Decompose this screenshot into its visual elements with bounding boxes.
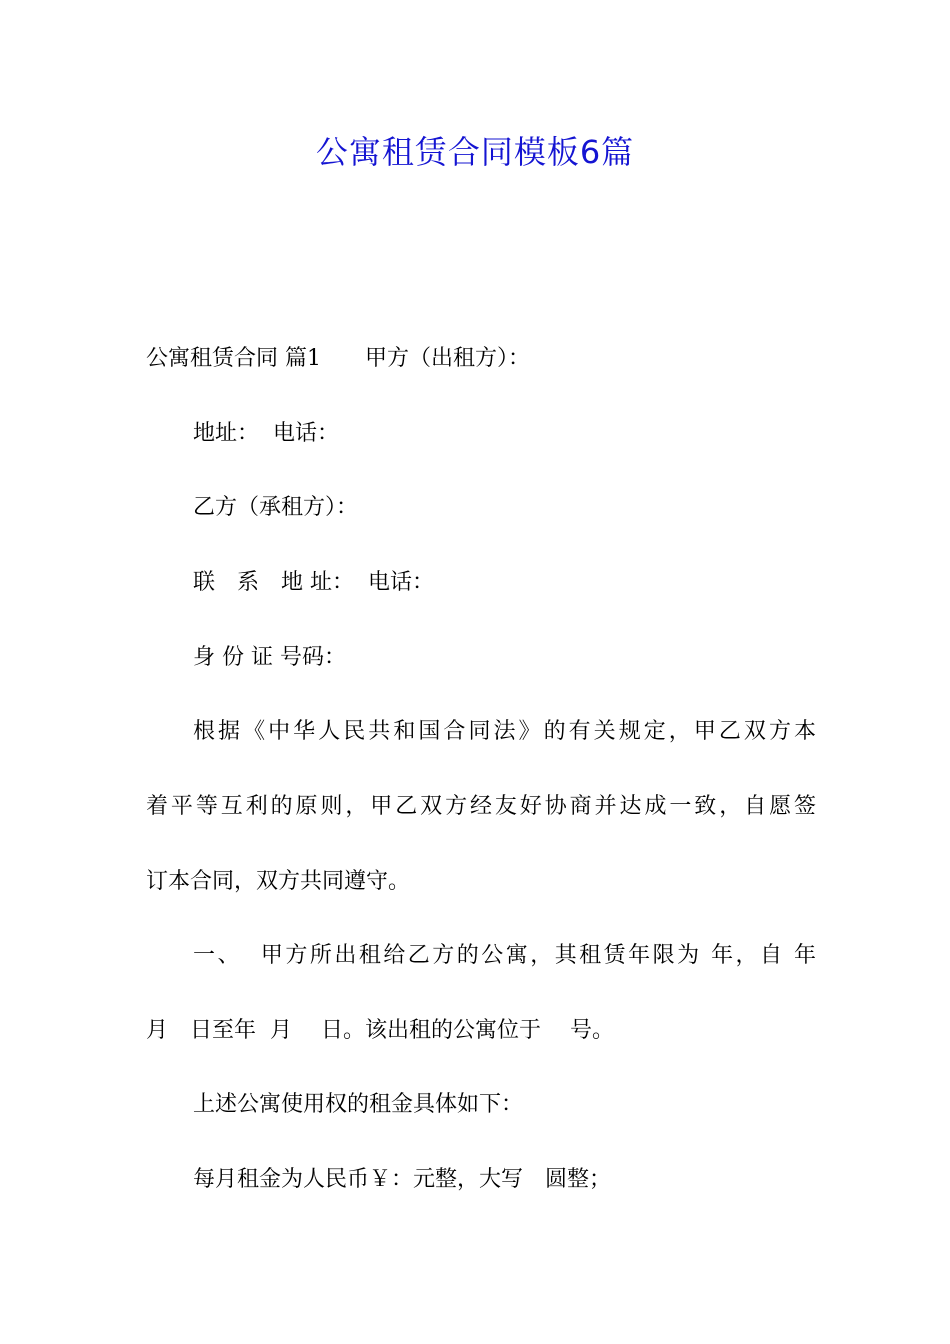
party-a-address-line: 地址： 电话： xyxy=(193,421,339,446)
paragraph-line: 根据《中华人民共和国合同法》的有关规定，甲乙双方本 xyxy=(193,719,816,744)
contract-heading-line: 公寓租赁合同 篇1 甲方（出租方）： xyxy=(146,346,530,371)
id-number-line: 身 份 证 号码： xyxy=(193,645,346,670)
monthly-rent-line: 每月租金为人民币￥：元整，大写 圆整； xyxy=(193,1167,612,1192)
paragraph-line: 着平等互利的原则，甲乙双方经友好协商并达成一致，自愿签 xyxy=(146,794,816,819)
clause-one-line: 一、 甲方所出租给乙方的公寓，其租赁年限为 年，自 年 xyxy=(193,943,816,968)
paragraph-line: 订本合同，双方共同遵守。 xyxy=(146,869,411,894)
rent-intro-line: 上述公寓使用权的租金具体如下： xyxy=(193,1092,524,1117)
document-title: 公寓租赁合同模板6篇 xyxy=(315,133,635,171)
party-b-line: 乙方（承租方）： xyxy=(193,495,359,520)
party-b-contact-line: 联 系 地 址： 电话： xyxy=(193,570,434,595)
clause-one-line: 月 日至年 月 日。该出租的公寓位于 号。 xyxy=(146,1018,614,1043)
